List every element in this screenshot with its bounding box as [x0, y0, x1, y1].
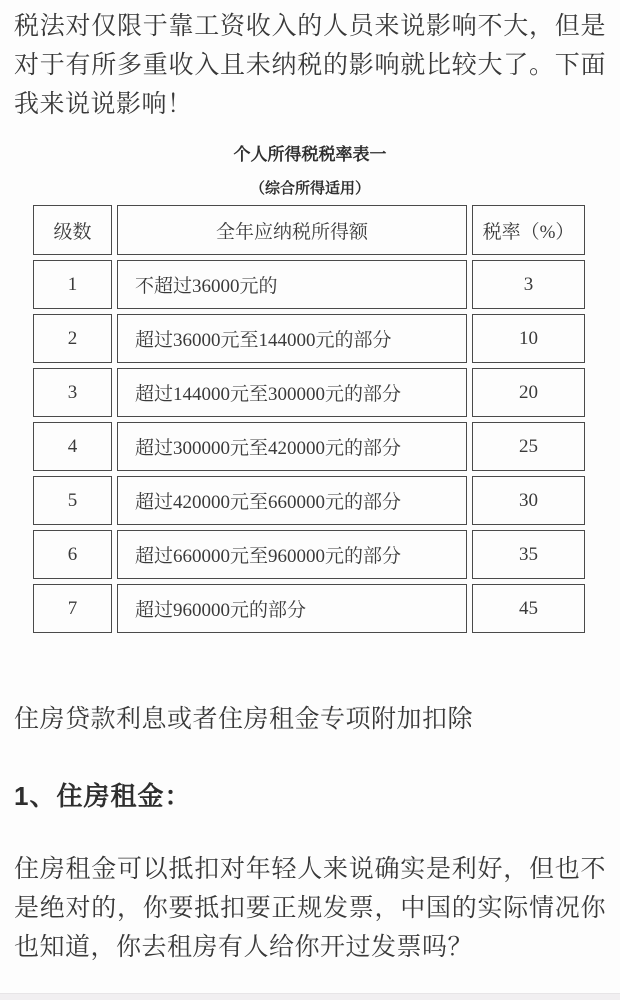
table-row [33, 314, 585, 363]
column-header-level: 级数 [33, 205, 112, 255]
cell-rate: 10 [472, 314, 585, 363]
cell-level: 6 [33, 530, 112, 579]
cell-rate: 30 [472, 476, 585, 525]
column-header-rate: 税率（%） [472, 205, 585, 255]
cell-level: 3 [33, 368, 112, 417]
tax-table-subtitle: （综合所得适用） [249, 180, 370, 197]
cell-income: 超过660000元至960000元的部分 [117, 530, 467, 579]
intro-paragraph: 税法对仅限于靠工资收入的人员来说影响不大，但是对于有所多重收入且未纳税的影响就比较大了。下面我来说说影响！ [14, 12, 606, 118]
table-row [33, 368, 585, 417]
bottom-divider [0, 993, 620, 1000]
closing-paragraph: 住房租金可以抵扣对年轻人来说确实是利好，但也不是绝对的，你要抵扣要正规发票，中国的实际情况你也知道，你去租房有人给你开过发票吗？ [14, 855, 606, 961]
cell-level: 7 [33, 584, 112, 633]
cell-level: 1 [33, 260, 112, 309]
cell-level: 4 [33, 422, 112, 471]
deduction-topic-line: 住房贷款利息或者住房租金专项附加扣除 [14, 705, 474, 733]
cell-income: 超过420000元至660000元的部分 [117, 476, 467, 525]
table-header-row [33, 205, 585, 255]
tax-rate-table [28, 200, 590, 638]
table-row [33, 476, 585, 525]
cell-rate: 20 [472, 368, 585, 417]
cell-income: 超过300000元至420000元的部分 [117, 422, 467, 471]
table-row [33, 584, 585, 633]
cell-rate: 25 [472, 422, 585, 471]
tax-table-title: 个人所得税税率表一 [233, 145, 387, 164]
cell-rate: 3 [472, 260, 585, 309]
cell-rate: 45 [472, 584, 585, 633]
cell-income: 超过36000元至144000元的部分 [117, 314, 467, 363]
table-row [33, 422, 585, 471]
cell-rate: 35 [472, 530, 585, 579]
cell-income: 超过960000元的部分 [117, 584, 467, 633]
cell-level: 2 [33, 314, 112, 363]
column-header-income: 全年应纳税所得额 [117, 205, 467, 255]
cell-level: 5 [33, 476, 112, 525]
cell-income: 超过144000元至300000元的部分 [117, 368, 467, 417]
table-row [33, 260, 585, 309]
table-row [33, 530, 585, 579]
section-heading-housing-rent: 1、住房租金： [14, 781, 192, 811]
cell-income: 不超过36000元的 [117, 260, 467, 309]
